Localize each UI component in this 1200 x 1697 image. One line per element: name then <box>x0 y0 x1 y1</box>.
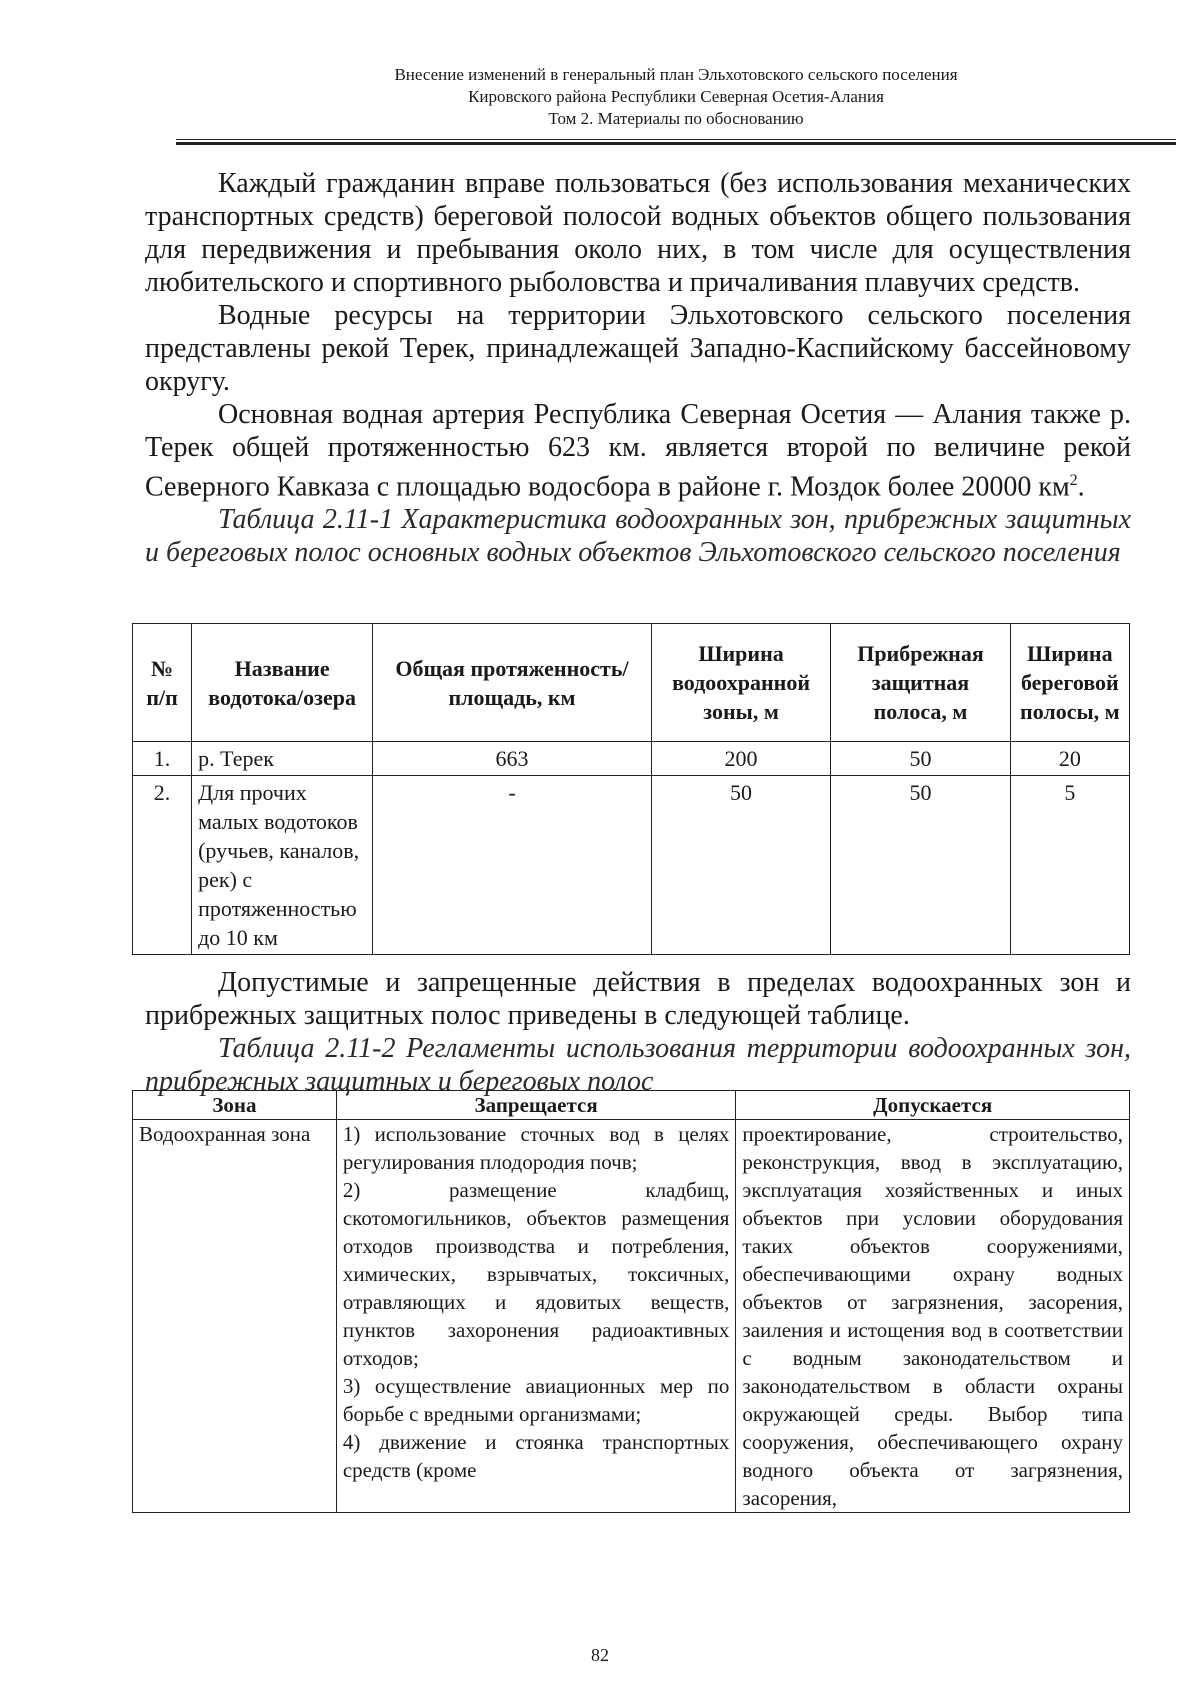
table2-header-zone: Зона <box>133 1091 337 1120</box>
table1-header-length: Общая протяженность/ площадь, км <box>373 624 652 742</box>
table1-cell-num: 1. <box>133 742 192 776</box>
table1-cell-name: р. Терек <box>192 742 373 776</box>
table1-header-zone: Ширина водоохранной зоны, м <box>651 624 830 742</box>
table-row <box>133 776 1130 955</box>
table1-header-strip: Прибрежная защитная полоса, м <box>831 624 1010 742</box>
paragraph-2: Водные ресурсы на территории Эльхотовского сельского поселения представлены рекой Терек, принадлежащей Западно-Каспийскому бассейновому округу. <box>145 300 1131 397</box>
table1-header-name: Название водотока/озера <box>192 624 373 742</box>
paragraph-3-superscript: 2 <box>1069 472 1078 489</box>
header-rule-thin <box>176 139 1176 140</box>
paragraph-4: Допустимые и запрещенные действия в пределах водоохранных зон и прибрежных защитных полос приведены в следующей таблице. <box>145 967 1131 1031</box>
table1-header-row <box>133 624 1130 742</box>
header-line-3: Том 2. Материалы по обоснованию <box>548 109 804 128</box>
table1-cell-zone: 200 <box>651 742 830 776</box>
header-rule-thick <box>176 142 1176 145</box>
table2-cell-allowed: проектирование, строительство, реконструкция, ввод в эксплуатацию, эксплуатация хозяйственных и иных объектов при условии оборудования таких объектов сооружениями, обеспечивающими охрану водных объектов от загрязнения, засорения, заиления и истощения вод в соответствии с водным законодательством и законодательством в области охраны окружающей среды. Выбор типа сооружения, обеспечивающего охрану водного объекта от загрязнения, засорения, <box>736 1120 1130 1513</box>
paragraph-1: Каждый гражданин вправе пользоваться (без использования механических транспортных средств) береговой полосой водных объектов общего пользования для передвижения и пребывания около них, в том числе для осуществления любительского и спортивного рыболовства и причаливания плавучих средств. <box>145 168 1131 298</box>
table1-cell-strip: 50 <box>831 742 1010 776</box>
forbidden-item: 2) размещение кладбищ, скотомогильников, объектов размещения отходов производства и потребления, химических, взрывчатых, токсичных, отравляющих и ядовитых веществ, пунктов захоронения радиоактивных отходов; <box>342 1178 730 1370</box>
paragraph-3-end: . <box>1077 471 1085 503</box>
body-section-1 <box>145 167 1131 569</box>
table1-caption: Таблица 2.11-1 Характеристика водоохранных зон, прибрежных защитных и береговых полос основных водных объектов Эльхотовского сельского поселения <box>145 504 1131 569</box>
table1-cell-strip: 50 <box>831 776 1010 955</box>
table-water-zones <box>132 623 1130 955</box>
table1-cell-shore: 5 <box>1010 776 1129 955</box>
table2-cell-zone: Водоохранная зона <box>133 1120 337 1513</box>
document-header <box>176 64 1176 130</box>
paragraph-3 <box>145 398 1131 503</box>
table2-header-forbidden: Запрещается <box>336 1091 736 1120</box>
table2-cell-forbidden <box>336 1120 736 1513</box>
table1-cell-length: 663 <box>373 742 652 776</box>
header-line-1: Внесение изменений в генеральный план Эльхотовского сельского поселения <box>394 65 958 84</box>
table-row <box>133 742 1130 776</box>
forbidden-item: 1) использование сточных вод в целях регулирования плодородия почв; <box>342 1122 730 1174</box>
forbidden-item: 4) движение и стоянка транспортных средств (кроме <box>342 1430 730 1482</box>
table1-header-num: № п/п <box>133 624 192 742</box>
table1-cell-shore: 20 <box>1010 742 1129 776</box>
table-zone-regulations <box>132 1090 1130 1513</box>
table1-cell-length: - <box>373 776 652 955</box>
table1-cell-zone: 50 <box>651 776 830 955</box>
table2-caption: Таблица 2.11-2 Регламенты использования территории водоохранных зон, прибрежных защитных и береговых полос <box>145 1033 1131 1097</box>
table1-cell-name: Для прочих малых водотоков (ручьев, каналов, рек) с протяженностью до 10 км <box>192 776 373 955</box>
body-section-2 <box>145 966 1131 1098</box>
page-number: 82 <box>591 1645 609 1665</box>
table1-header-shore: Ширина береговой полосы, м <box>1010 624 1129 742</box>
table2-header-row <box>133 1091 1130 1120</box>
table-row <box>133 1120 1130 1513</box>
paragraph-3-text: Основная водная артерия Республика Северная Осетия — Алания также р. Терек общей протяженностью 623 км. является второй по величине рекой Северного Кавказа с площадью водосбора в районе г. Моздок более 20000 км <box>145 399 1131 503</box>
table1-cell-num: 2. <box>133 776 192 955</box>
table2-header-allowed: Допускается <box>736 1091 1130 1120</box>
forbidden-item: 3) осуществление авиационных мер по борьбе с вредными организмами; <box>342 1374 730 1426</box>
header-line-2: Кировского района Республики Северная Осетия-Алания <box>468 87 884 106</box>
